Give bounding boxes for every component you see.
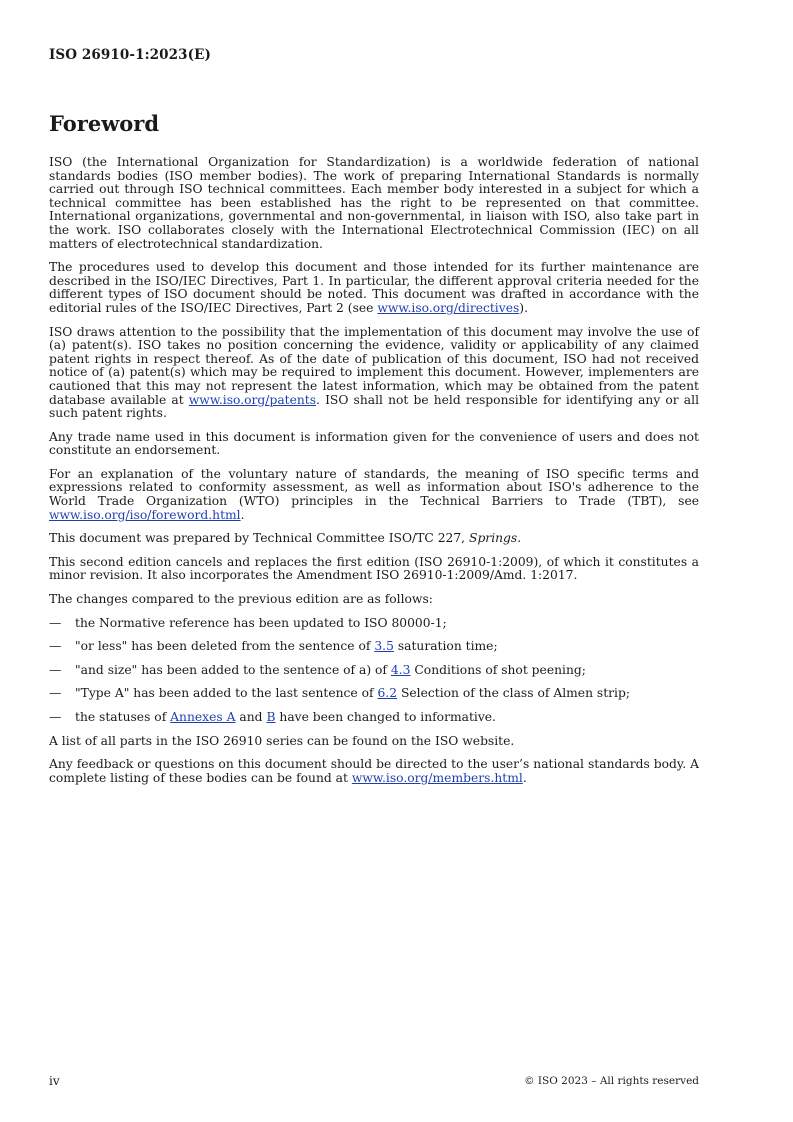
dash-marker: — bbox=[49, 662, 62, 677]
paragraph-changes-intro: The changes compared to the previous edition are as follows: bbox=[49, 592, 433, 607]
list-text-after: have been changed to informative. bbox=[275, 710, 496, 724]
paragraph-text-end: ). bbox=[519, 300, 528, 315]
link-clause-3-5[interactable]: 3.5 bbox=[374, 639, 394, 654]
list-text-before: "or less" has been deleted from the sentence of bbox=[75, 639, 375, 654]
list-item bbox=[49, 617, 699, 631]
paragraph-patents bbox=[49, 326, 699, 421]
committee-name: Springs bbox=[469, 531, 518, 546]
link-annex-a[interactable]: Annexes A bbox=[170, 710, 236, 724]
paragraph-feedback bbox=[49, 758, 699, 785]
page-number: iv bbox=[49, 1074, 60, 1088]
paragraph-text: For an explanation of the voluntary nature of standards, the meaning of ISO specific terms and expressions related to conformity assessment, as well as information about ISO's adherence to the World Trade Organization (WTO) principles in the Technical Barriers to Trade (TBT), see bbox=[49, 466, 699, 509]
link-patents[interactable]: www.iso.org/patents bbox=[188, 392, 317, 407]
paragraph-text: ISO draws attention to the possibility that the implementation of this document may involve the use of (a) patent(s). ISO takes no position concerning the evidence, validity or applicability of any claimed patent rights in respect thereof. As of the date of publication of this document, ISO had not received notice of (a) patent(s) which may be required to implement this document. However, implementers are cautioned that this may not represent the latest information, which may be obtained from the patent database available at bbox=[49, 324, 699, 407]
list-item bbox=[49, 687, 699, 701]
changes-list bbox=[49, 617, 699, 725]
section-title: Foreword bbox=[49, 111, 160, 136]
list-item bbox=[49, 711, 699, 725]
document-id: ISO 26910-1:2023(E) bbox=[49, 47, 212, 63]
dash-marker: — bbox=[49, 639, 62, 654]
copyright-notice: © ISO 2023 – All rights reserved bbox=[524, 1075, 699, 1087]
list-text-before: "Type A" has been added to the last sentence of bbox=[75, 686, 378, 701]
paragraph-text: Any feedback or questions on this document should be directed to the user’s national standards body. A complete listing of these bodies can be found at bbox=[49, 757, 699, 785]
list-item-text bbox=[75, 664, 586, 678]
list-item-text bbox=[75, 640, 498, 654]
dash-marker: — bbox=[49, 686, 62, 701]
paragraph-edition: This second edition cancels and replaces the first edition (ISO 26910-1:2009), of which it constitutes a minor revision. It also incorporates the Amendment ISO 26910-1:2009/Amd. 1:2017. bbox=[49, 554, 699, 583]
list-item bbox=[49, 664, 699, 678]
paragraph-text: The procedures used to develop this document and those intended for its further maintenance are described in the ISO/IEC Directives, Part 1. In particular, the different approval criteria needed for the different types of ISO document should be noted. This document was drafted in accordance with the editorial rules of the ISO/IEC Directives, Part 2 (see bbox=[49, 260, 699, 315]
list-text-after: Selection of the class of Almen strip; bbox=[397, 686, 630, 701]
list-text-after: Conditions of shot peening; bbox=[410, 662, 586, 677]
paragraph-text-end: . bbox=[240, 507, 245, 522]
paragraph-voluntary-nature bbox=[49, 468, 699, 522]
list-item-text bbox=[75, 687, 630, 701]
list-text-mid: and bbox=[235, 710, 267, 724]
paragraph-text-end: . bbox=[517, 531, 522, 546]
list-item bbox=[49, 640, 699, 654]
list-text-before: the statuses of bbox=[75, 710, 171, 724]
paragraph-committee bbox=[49, 532, 699, 546]
paragraph-text-end: . ISO shall not be held responsible for identifying any or all such patent rights. bbox=[49, 392, 699, 421]
link-clause-4-3[interactable]: 4.3 bbox=[390, 662, 411, 677]
paragraph-text: This document was prepared by Technical Committee ISO/TC 227, bbox=[49, 531, 470, 546]
paragraph-text-end: . bbox=[522, 770, 527, 785]
dash-marker: — bbox=[49, 710, 62, 724]
paragraph-trade-name: Any trade name used in this document is information given for the convenience of users and does not constitute an endorsement. bbox=[49, 429, 699, 458]
link-members[interactable]: www.iso.org/members.html bbox=[351, 770, 523, 785]
list-item-text bbox=[75, 711, 496, 725]
link-foreword[interactable]: www.iso.org/iso/foreword.html bbox=[49, 507, 241, 522]
foreword-body bbox=[49, 156, 699, 795]
paragraph-iso-intro: ISO (the International Organization for Standardization) is a worldwide federation of national standards bodies (ISO member bodies). The work of preparing International Standards is normally carried out through ISO technical committees. Each member body interested in a subject for which a technical committee has been established has the right to be represented on that committee. International organizations, governmental and non-governmental, in liaison with ISO, also take part in the work. ISO collaborates closely with the International Electrotechnical Commission (IEC) on all matters of electrotechnical standardization. bbox=[49, 155, 699, 251]
paragraph-series-list: A list of all parts in the ISO 26910 series can be found on the ISO website. bbox=[49, 733, 515, 748]
list-item-text: the Normative reference has been updated to ISO 80000-1; bbox=[75, 615, 447, 630]
link-clause-6-2[interactable]: 6.2 bbox=[377, 686, 398, 701]
list-text-before: "and size" has been added to the sentence of a) of bbox=[75, 662, 391, 677]
link-annex-b[interactable]: B bbox=[266, 710, 276, 724]
paragraph-procedures bbox=[49, 261, 699, 315]
list-text-after: saturation time; bbox=[393, 639, 498, 654]
link-directives[interactable]: www.iso.org/directives bbox=[377, 300, 520, 315]
dash-marker: — bbox=[49, 615, 62, 630]
